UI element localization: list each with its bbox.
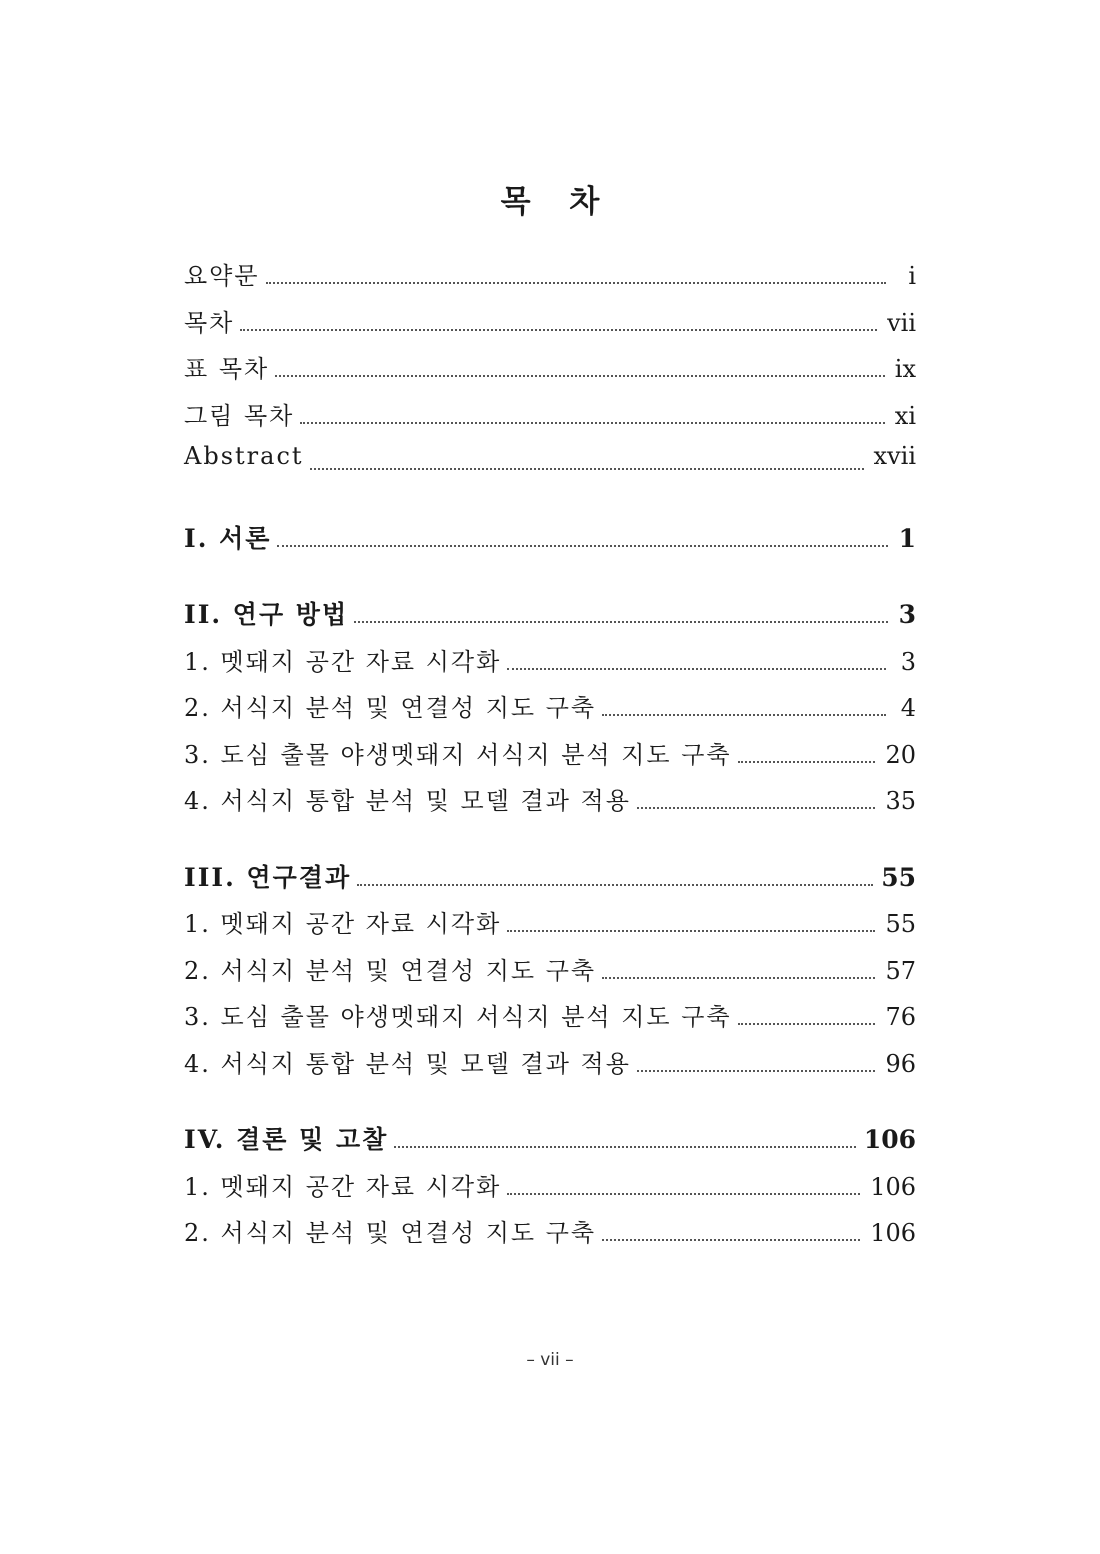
dot-leader — [507, 668, 886, 670]
dot-leader — [240, 329, 877, 331]
dot-leader — [602, 1239, 860, 1241]
toc-entry-page: vii — [887, 308, 916, 337]
toc-entry-label: 요약문 — [184, 262, 260, 290]
toc-entry-summary[interactable] — [184, 256, 916, 303]
toc-entry-label: 그림 목차 — [184, 401, 295, 430]
toc-entry-page: 20 — [885, 740, 916, 769]
toc-entry-page: 35 — [885, 787, 916, 815]
toc-chapter-label: II. 연구 방법 — [184, 600, 349, 629]
toc-subentry[interactable] — [184, 642, 916, 689]
dot-leader — [738, 1023, 876, 1025]
dot-leader — [637, 807, 876, 809]
dot-leader — [637, 1070, 876, 1072]
dot-leader — [277, 545, 888, 547]
toc-entry-label: 목차 — [184, 308, 235, 337]
toc-entry-contents[interactable] — [184, 303, 916, 350]
toc-subentry[interactable] — [184, 735, 916, 782]
toc-chapter-page: 3 — [898, 600, 916, 629]
section-gap — [184, 828, 916, 858]
page-title: 목 차 — [500, 184, 614, 220]
toc-entry-page: ix — [894, 355, 916, 383]
dot-leader — [275, 375, 885, 377]
toc-entry-label: Abstract — [184, 442, 304, 470]
dot-leader — [507, 930, 875, 932]
toc-chapter-4[interactable] — [184, 1120, 916, 1167]
section-gap — [184, 565, 916, 595]
dot-leader — [602, 714, 886, 716]
toc-entry-abstract[interactable] — [184, 442, 916, 489]
toc-subentry[interactable] — [184, 781, 916, 828]
toc-entry-table-list[interactable] — [184, 349, 916, 396]
dot-leader — [354, 621, 888, 623]
toc-chapter-label: III. 연구결과 — [184, 862, 352, 892]
dot-leader — [602, 977, 875, 979]
dot-leader — [738, 761, 876, 763]
toc-chapter-label: IV. 결론 및 고찰 — [184, 1125, 389, 1154]
toc-entry-page: 3 — [900, 647, 916, 676]
toc-entry-page: xvii — [873, 442, 916, 470]
toc-entry-label: 2. 서식지 분석 및 연결성 지도 구축 — [184, 956, 597, 985]
toc-entry-page: 106 — [870, 1219, 916, 1247]
toc-entry-label: 4. 서식지 통합 분석 및 모델 결과 적용 — [184, 787, 631, 815]
page-number-footer: – vii – — [526, 1350, 574, 1370]
toc-entry-label: 2. 서식지 분석 및 연결성 지도 구축 — [184, 694, 597, 722]
toc-entry-label: 1. 멧돼지 공간 자료 시각화 — [184, 647, 502, 676]
dot-leader — [300, 422, 884, 424]
toc-chapter-page: 1 — [898, 523, 916, 553]
toc-entry-label: 1. 멧돼지 공간 자료 시각화 — [184, 1172, 502, 1201]
dot-leader — [357, 884, 873, 886]
toc-chapter-page: 106 — [863, 1125, 916, 1154]
toc-entry-page: 76 — [885, 1003, 916, 1031]
toc-subentry[interactable] — [184, 1213, 916, 1260]
table-of-contents — [184, 256, 916, 1260]
toc-entry-figure-list[interactable] — [184, 396, 916, 443]
toc-entry-page: 96 — [885, 1049, 916, 1078]
toc-entry-label: 1. 멧돼지 공간 자료 시각화 — [184, 910, 502, 938]
toc-subentry[interactable] — [184, 951, 916, 998]
toc-chapter-page: 55 — [881, 862, 916, 892]
toc-entry-page: xi — [894, 401, 916, 430]
toc-chapter-label: I. 서론 — [184, 523, 272, 553]
toc-subentry[interactable] — [184, 1044, 916, 1091]
toc-entry-label: 표 목차 — [184, 355, 270, 383]
toc-chapter-3[interactable] — [184, 858, 916, 905]
section-gap — [184, 489, 916, 519]
toc-subentry[interactable] — [184, 904, 916, 951]
toc-subentry[interactable] — [184, 688, 916, 735]
toc-entry-label: 3. 도심 출몰 야생멧돼지 서식지 분석 지도 구축 — [184, 1003, 732, 1031]
toc-entry-page: 4 — [900, 694, 916, 722]
toc-chapter-1[interactable] — [184, 519, 916, 566]
section-gap — [184, 1090, 916, 1120]
toc-entry-page: i — [908, 262, 916, 290]
toc-entry-page: 57 — [885, 956, 916, 985]
toc-subentry[interactable] — [184, 1167, 916, 1214]
toc-entry-page: 55 — [885, 910, 916, 938]
toc-entry-label: 3. 도심 출몰 야생멧돼지 서식지 분석 지도 구축 — [184, 740, 732, 769]
dot-leader — [310, 468, 864, 470]
toc-entry-label: 4. 서식지 통합 분석 및 모델 결과 적용 — [184, 1049, 631, 1078]
toc-entry-page: 106 — [870, 1172, 916, 1201]
toc-chapter-2[interactable] — [184, 595, 916, 642]
toc-subentry[interactable] — [184, 997, 916, 1044]
dot-leader — [394, 1146, 856, 1148]
toc-entry-label: 2. 서식지 분석 및 연결성 지도 구축 — [184, 1219, 597, 1247]
dot-leader — [507, 1193, 860, 1195]
dot-leader — [266, 282, 886, 284]
